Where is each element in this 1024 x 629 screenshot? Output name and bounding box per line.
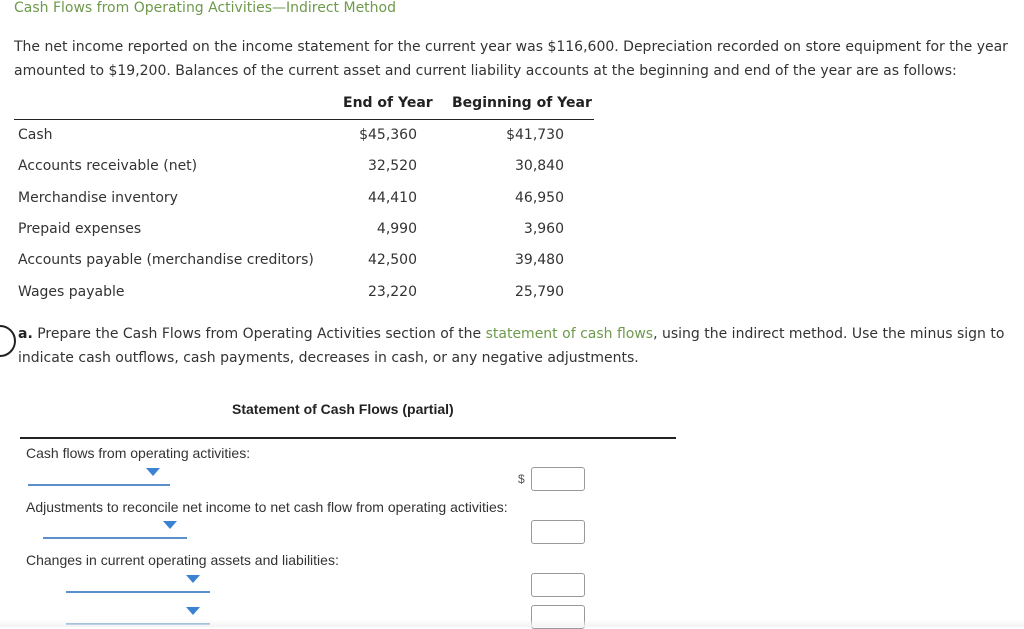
table-row: [14, 121, 594, 152]
row-label: Prepaid expenses: [18, 221, 142, 237]
begin-value: 39,480: [515, 252, 564, 268]
chevron-down-icon: [186, 575, 200, 583]
change-1-input[interactable]: [531, 573, 585, 597]
currency-symbol: $: [518, 472, 525, 486]
question-marker: a.: [18, 326, 33, 342]
begin-value: $41,730: [506, 127, 564, 143]
begin-value: 30,840: [515, 158, 564, 174]
statement-of-cash-flows-link[interactable]: statement of cash flows: [485, 326, 654, 342]
begin-value: 46,950: [515, 190, 564, 206]
question-marker-circle: [0, 325, 16, 357]
chevron-down-icon: [163, 521, 177, 529]
question-text-after: , using the indirect method. Use the minus sign to indicate cash outflows, cash payments, decreases in cash, or any negative adjustments.: [18, 326, 1005, 366]
dropdown-change-1[interactable]: [66, 573, 210, 593]
col-header-beginning-of-year: Beginning of Year: [452, 95, 592, 111]
chevron-down-icon: [146, 468, 160, 476]
table-row: [14, 246, 594, 277]
table-row: [14, 278, 594, 309]
end-value: $45,360: [359, 127, 417, 143]
net-income-input[interactable]: [531, 467, 585, 491]
adjustment-1-input[interactable]: [531, 520, 585, 544]
adjustments-label: Adjustments to reconcile net income to net cash flow from operating activities:: [26, 499, 508, 515]
begin-value: 3,960: [523, 221, 564, 237]
end-value: 23,220: [368, 284, 417, 300]
problem-intro: The net income reported on the income statement for the current year was $116,600. Depreciation recorded on store equipment for the year amounted to $19,200. Balances of the current asset and current liability accounts at the beginning and end of the year are as follows:: [14, 39, 1008, 79]
end-value: 42,500: [368, 252, 417, 268]
row-label: Merchandise inventory: [18, 190, 178, 206]
statement-title: Statement of Cash Flows (partial): [232, 401, 454, 417]
row-label: Cash: [18, 127, 53, 143]
end-value: 32,520: [368, 158, 417, 174]
table-header-rule: [14, 119, 594, 120]
question-text-before: Prepare the Cash Flows from Operating Activities section of the: [32, 326, 486, 342]
dropdown-adjustment-1[interactable]: [43, 519, 187, 539]
row-label: Accounts receivable (net): [18, 158, 198, 174]
chevron-down-icon: [186, 607, 200, 615]
changes-label: Changes in current operating assets and liabilities:: [26, 552, 339, 568]
question-a: [18, 322, 1018, 370]
row-label: Wages payable: [18, 284, 125, 300]
statement-rule: [20, 437, 676, 439]
scroll-fade: [0, 620, 1024, 627]
col-header-end-of-year: End of Year: [343, 95, 433, 111]
table-row: [14, 184, 594, 215]
end-value: 44,410: [368, 190, 417, 206]
page-title: Cash Flows from Operating Activities—Indirect Method: [14, 0, 396, 16]
begin-value: 25,790: [515, 284, 564, 300]
table-row: [14, 215, 594, 246]
operating-activities-label: Cash flows from operating activities:: [26, 445, 251, 461]
dropdown-net-income[interactable]: [28, 466, 170, 486]
row-label: Accounts payable (merchandise creditors): [18, 252, 314, 268]
end-value: 4,990: [376, 221, 417, 237]
table-row: [14, 152, 594, 183]
